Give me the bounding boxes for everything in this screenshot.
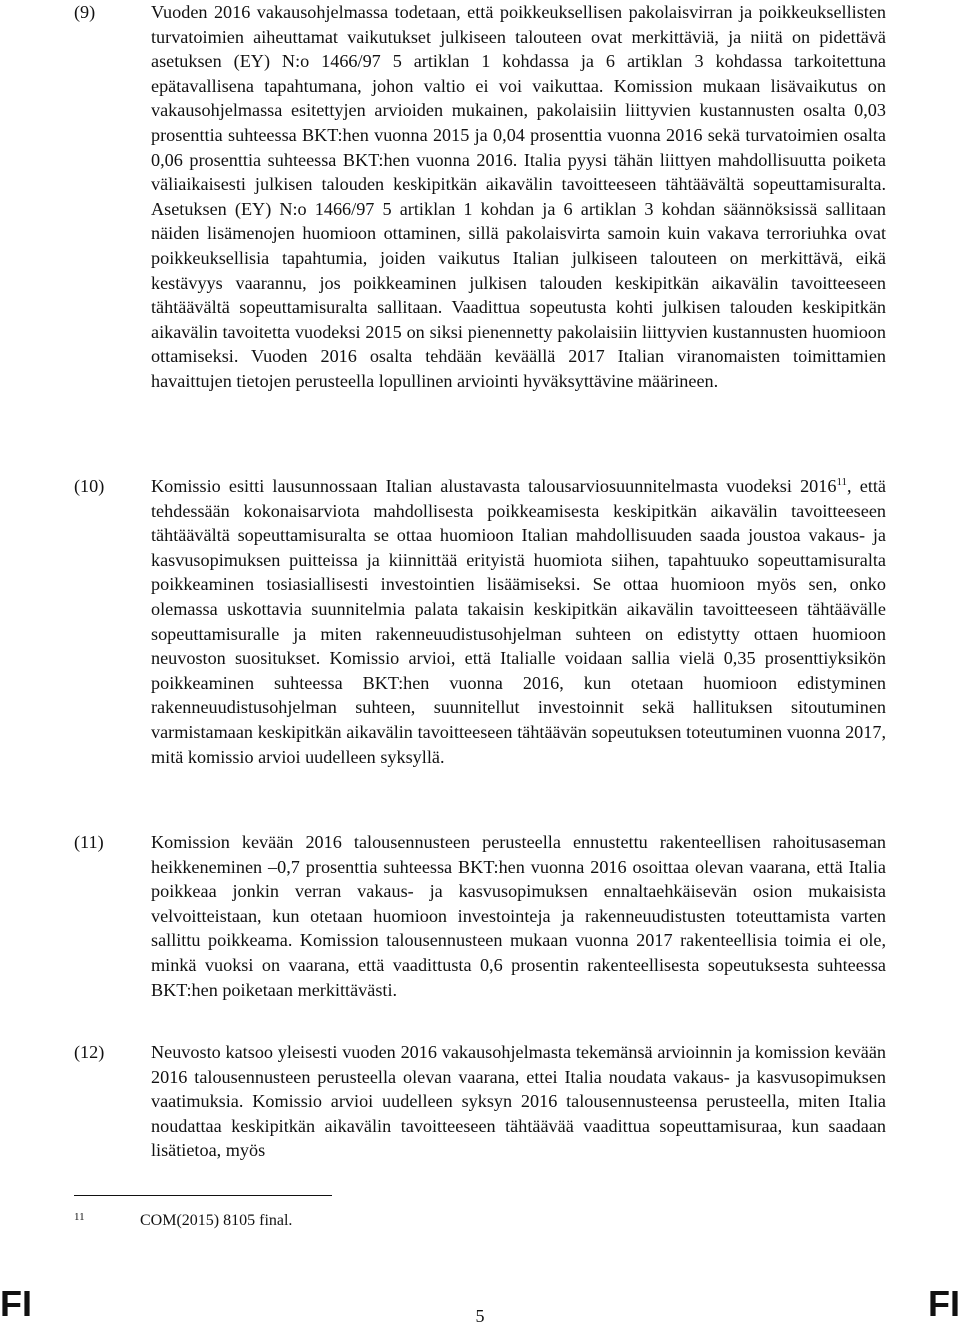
language-code-left: FI <box>0 1283 32 1324</box>
recital-number: (9) <box>74 2 96 22</box>
recital-10 <box>74 474 886 769</box>
footnote-text: COM(2015) 8105 final. <box>140 1212 293 1229</box>
page-number: 5 <box>475 1306 485 1326</box>
recital-11 <box>74 830 886 1002</box>
recital-number: (12) <box>74 1042 105 1062</box>
footnote-separator <box>74 1195 332 1196</box>
recital-text: Vuoden 2016 vakausohjelmassa todetaan, että poikkeuksellisen pakolaisvirran ja poikkeuksellisten turvatoimien aiheuttamat vaikutukset julkiseen talouteen ovat merkittäviä, ja niitä on pidettävä asetuksen (EY) N:o 1466/97 5 artiklan 1 kohdassa ja 6 artiklan 3 kohdassa tarkoitettuna epätavallisena tapahtumana, johon valtio ei voi vaikuttaa. Komission mukaan lisävaikutus on vakausohjelmassa esitettyjen arvioiden mukainen, pakolaisiin liittyvien kustannusten osalta 0,03 prosenttia suhteessa BKT:hen vuonna 2015 ja 0,04 prosenttia vuonna 2016 sekä turvatoimien osalta 0,06 prosenttia suhteessa BKT:hen vuonna 2016. Italia pyysi tähän liittyen mahdollisuutta poiketa väliaikaisesti julkisen talouden keskipitkän aikavälin tavoitteeseen tähtäävältä sopeuttamisuralta. Asetuksen (EY) N:o 1466/97 5 artiklan 1 kohdan ja 6 artiklan 3 kohdan säännöksissä sallitaan näiden lisämenojen huomioon ottaminen, sillä pakolaisvirta samoin kuin vakava terroriuhka ovat poikkeuksellisia tapahtumia, joiden vaikutus Italian julkiseen talouteen on merkittävä, eikä kestävyys vaarannu, jos poikkeaminen julkisen talouden keskipitkän aikavälin tavoitteeseen tähtäävältä sopeuttamisuralta sallitaan. Vaadittua sopeutusta kohti julkisen talouden keskipitkän aikavälin tavoitetta vuodeksi 2015 on siksi pienennetty pakolaisiin liittyvien kustannusten huomioon ottamiseksi. Vuoden 2016 osalta tehdään keväällä 2017 Italian viranomaisten toimittamien havaittujen tietojen perusteella lopullinen arviointi hyväksyttävine määrineen. <box>151 2 886 391</box>
recital-number: (11) <box>74 832 104 852</box>
recital-text <box>151 474 886 769</box>
recital-number: (10) <box>74 476 105 496</box>
recital-text: Komission kevään 2016 talousennusteen perusteella ennustettu rakenteellisen rahoitusaseman heikkeneminen –0,7 prosenttia suhteessa BKT:hen vuonna 2016 osoittaa olevan vaarana, että Italia poikkeaa jonkin verran vakaus- ja kasvusopimuksen ennaltaehkäisevän osion mukaisista velvoitteistaan, kun otetaan huomioon investointeja ja rakenneuudistusten toteuttamista varten sallittu poikkeama. Komission talousennusteen mukaan vuonna 2017 rakenteellisia toimia ei ole, minkä vuoksi on vaarana, että vaadittusta 0,6 prosentin rakenteellisesta sopeutuksesta suhteessa BKT:hen poiketaan merkittävästi. <box>151 832 886 1000</box>
recital-9 <box>74 0 886 394</box>
recital-text-start: Komissio esitti lausunnossaan Italian alustavasta talousarviosuunnitelmasta vuodeksi 2016 <box>151 476 837 496</box>
footnote-reference: 11 <box>836 476 848 488</box>
language-code-right: FI <box>928 1283 960 1324</box>
recital-12 <box>74 1040 886 1163</box>
footnote-number: 11 <box>74 1211 85 1223</box>
recital-text-rest: , että tehdessään kokonaisarviota mahdollisesta poikkeamisesta keskipitkän aikavälin tavoitteeseen tähtäävältä sopeuttamisuralta se ottaa huomioon Italian mahdollisuuden saada joustoa vakaus- ja kasvusopimuksen puitteissa ja kiinnittää erityistä huomiota siihen, tapahtuuko sopeuttamisuralta poikkeaminen tosiasiallisesti investointien lisäämiseksi. Se ottaa huomioon myös sen, onko olemassa uskottavia suunnitelmia palata takaisin keskipitkän aikavälin tavoitteeseen tähtäävälle sopeuttamisuralle ja miten rakenneuudistusohjelman suhteen on edistytty ottaen huomioon neuvoston suositukset. Komissio arvioi, että Italialle voidaan sallia vielä 0,35 prosenttiyksikön poikkeaminen suhteessa BKT:hen vuonna 2016, kun otetaan huomioon edistyminen rakenneuudistusohjelman suhteen, suunnitellut investoinnit sekä hallituksen sitoutuminen varmistamaan keskipitkän aikavälin tavoitteeseen tähtäävän sopeutuksen toteutuminen vuonna 2017, mitä komissio arvioi uudelleen syksyllä. <box>151 476 886 767</box>
recital-text: Neuvosto katsoo yleisesti vuoden 2016 vakausohjelmasta tekemänsä arvioinnin ja komission kevään 2016 talousennusteen perusteella olevan vaarana, ettei Italia noudata vakaus- ja kasvusopimuksen vaatimuksia. Komissio arvioi uudelleen syksyn 2016 talousennusteensa perusteella, miten Italia noudattaa keskipitkän aikavälin tavoitteeseen tähtäävää vaadittua sopeuttamisuraa, kun saadaan lisätietoa, myös <box>151 1042 886 1161</box>
